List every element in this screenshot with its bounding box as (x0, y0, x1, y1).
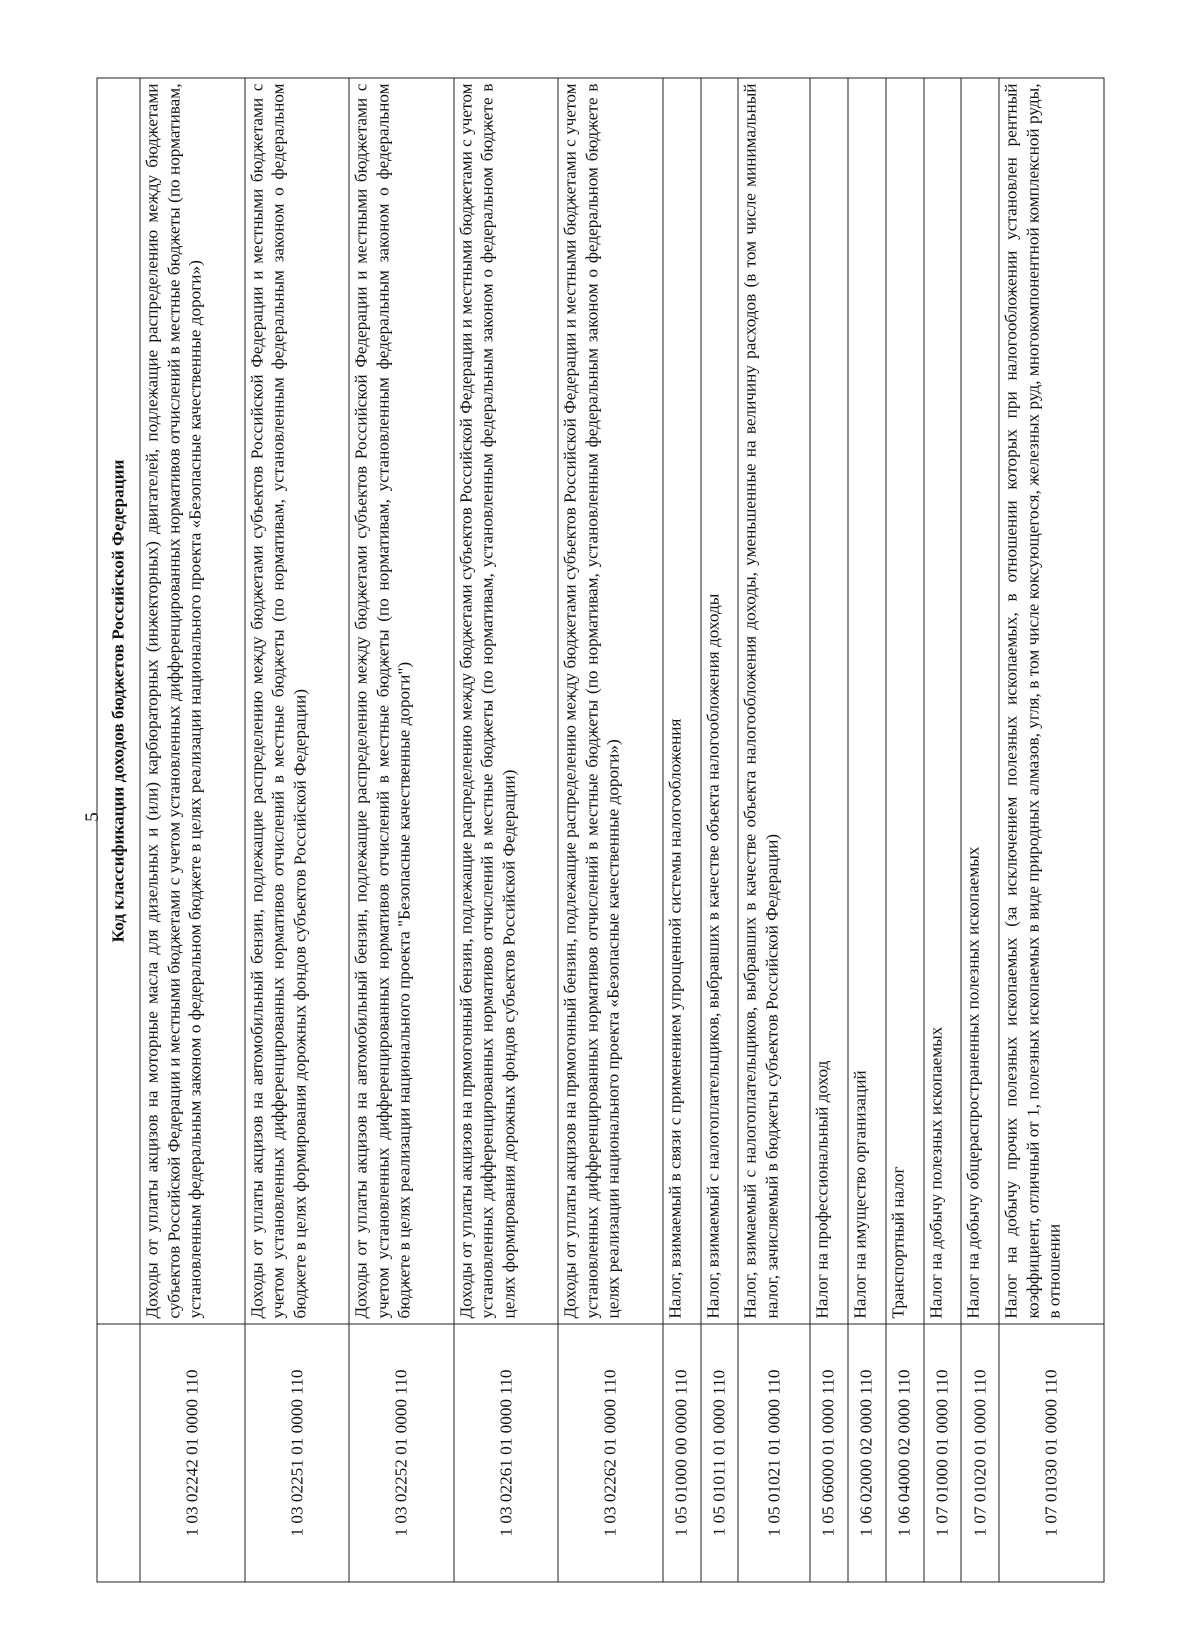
header-classification-title: Код классификации доходов бюджетов Российской Федерации (97, 78, 140, 1324)
table-row (349, 78, 454, 1582)
table-row (662, 78, 700, 1582)
description-cell: Налог на добычу полезных ископаемых (923, 78, 961, 1324)
code-cell: 1 06 02000 02 0000 110 (847, 1324, 885, 1582)
code-cell: 1 03 02252 01 0000 110 (349, 1324, 454, 1582)
rotated-table-container (96, 78, 1104, 1583)
description-cell: Доходы от уплаты акцизов на прямогонный бензин, подлежащие распределению между бюджетами субъектов Российской Федерации и местными бюджетами с учетом установленных дифференцированных нормативов отчислений в местные бюджеты (по нормативам, установленным федеральным законом о федеральном бюджете в целях формирования дорожных фондов субъектов Российской Федерации) (453, 78, 558, 1324)
code-cell: 1 06 04000 02 0000 110 (885, 1324, 923, 1582)
code-cell: 1 07 01030 01 0000 110 (999, 1324, 1104, 1582)
code-cell: 1 03 02242 01 0000 110 (140, 1324, 245, 1582)
code-cell: 1 05 01021 01 0000 110 (738, 1324, 809, 1582)
table-header-row (97, 78, 140, 1582)
description-cell: Налог на добычу прочих полезных ископаемых (за исключением полезных ископаемых, в отношении которых при налогообложении установлен рентный коэффициент, отличный от 1, полезных ископаемых в виде природных алмазов, угля, в том числе коксующегося, железных руд, многокомпонентной комплексной руды, в отношении (999, 78, 1104, 1324)
income-codes-table (96, 78, 1104, 1583)
description-cell: Транспортный налог (885, 78, 923, 1324)
description-cell: Доходы от уплаты акцизов на моторные масла для дизельных и (или) карбюраторных (инжекторных) двигателей, подлежащие распределению между бюджетами субъектов Российской Федерации и местными бюджетами с учетом установленных дифференцированных нормативов отчислений в местные бюджеты (по нормативам, установленным федеральным законом о федеральном бюджете в целях реализации национального проекта «Безопасные качественные дороги») (140, 78, 245, 1324)
header-code-cell (97, 1324, 140, 1582)
table-row (700, 78, 738, 1582)
code-cell: 1 03 02251 01 0000 110 (244, 1324, 349, 1582)
description-cell: Доходы от уплаты акцизов на автомобильный бензин, подлежащие распределению между бюджетами субъектов Российской Федерации и местными бюджетами с учетом установленных дифференцированных нормативов отчислений в местные бюджеты (по нормативам, установленным федеральным законом о федеральном бюджете в целях реализации национального проекта "Безопасные качественные дороги") (349, 78, 454, 1324)
description-cell: Налог на профессиональный доход (809, 78, 847, 1324)
table-row (961, 78, 999, 1582)
table-row (885, 78, 923, 1582)
description-cell: Налог, взимаемый с налогоплательщиков, выбравших в качестве объекта налогообложения доходы, уменьшенные на величину расходов (в том числе минимальный налог, зачисляемый в бюджеты субъектов Российской Федерации) (738, 78, 809, 1324)
table-row (244, 78, 349, 1582)
description-cell: Доходы от уплаты акцизов на автомобильный бензин, подлежащие распределению между бюджетами субъектов Российской Федерации и местными бюджетами с учетом установленных дифференцированных нормативов отчислений в местные бюджеты (по нормативам, установленным федеральным законом о федеральном бюджете в целях формирования дорожных фондов субъектов Российской Федерации) (244, 78, 349, 1324)
table-row (999, 78, 1104, 1582)
description-cell: Налог, взимаемый с налогоплательщиков, выбравших в качестве объекта налогообложения доходы (700, 78, 738, 1324)
table-row (738, 78, 809, 1582)
code-cell: 1 05 06000 01 0000 110 (809, 1324, 847, 1582)
description-cell: Доходы от уплаты акцизов на прямогонный бензин, подлежащие распределению между бюджетами субъектов Российской Федерации и местными бюджетами с учетом установленных дифференцированных нормативов отчислений в местные бюджеты (по нормативам, установленным федеральным законом о федеральном бюджете в целях реализации национального проекта «Безопасные качественные дороги») (558, 78, 663, 1324)
table-row (453, 78, 558, 1582)
table-row (847, 78, 885, 1582)
code-cell: 1 05 01011 01 0000 110 (700, 1324, 738, 1582)
page-number: 5 (81, 812, 103, 822)
description-cell: Налог на имущество организаций (847, 78, 885, 1324)
code-cell: 1 05 01000 00 0000 110 (662, 1324, 700, 1582)
table-row (923, 78, 961, 1582)
code-cell: 1 07 01020 01 0000 110 (961, 1324, 999, 1582)
table-row (558, 78, 663, 1582)
table-row (140, 78, 245, 1582)
description-cell: Налог, взимаемый в связи с применением упрощенной системы налогообложения (662, 78, 700, 1324)
description-cell: Налог на добычу общераспространенных полезных ископаемых (961, 78, 999, 1324)
code-cell: 1 03 02262 01 0000 110 (558, 1324, 663, 1582)
code-cell: 1 07 01000 01 0000 110 (923, 1324, 961, 1582)
table-row (809, 78, 847, 1582)
code-cell: 1 03 02261 01 0000 110 (453, 1324, 558, 1582)
